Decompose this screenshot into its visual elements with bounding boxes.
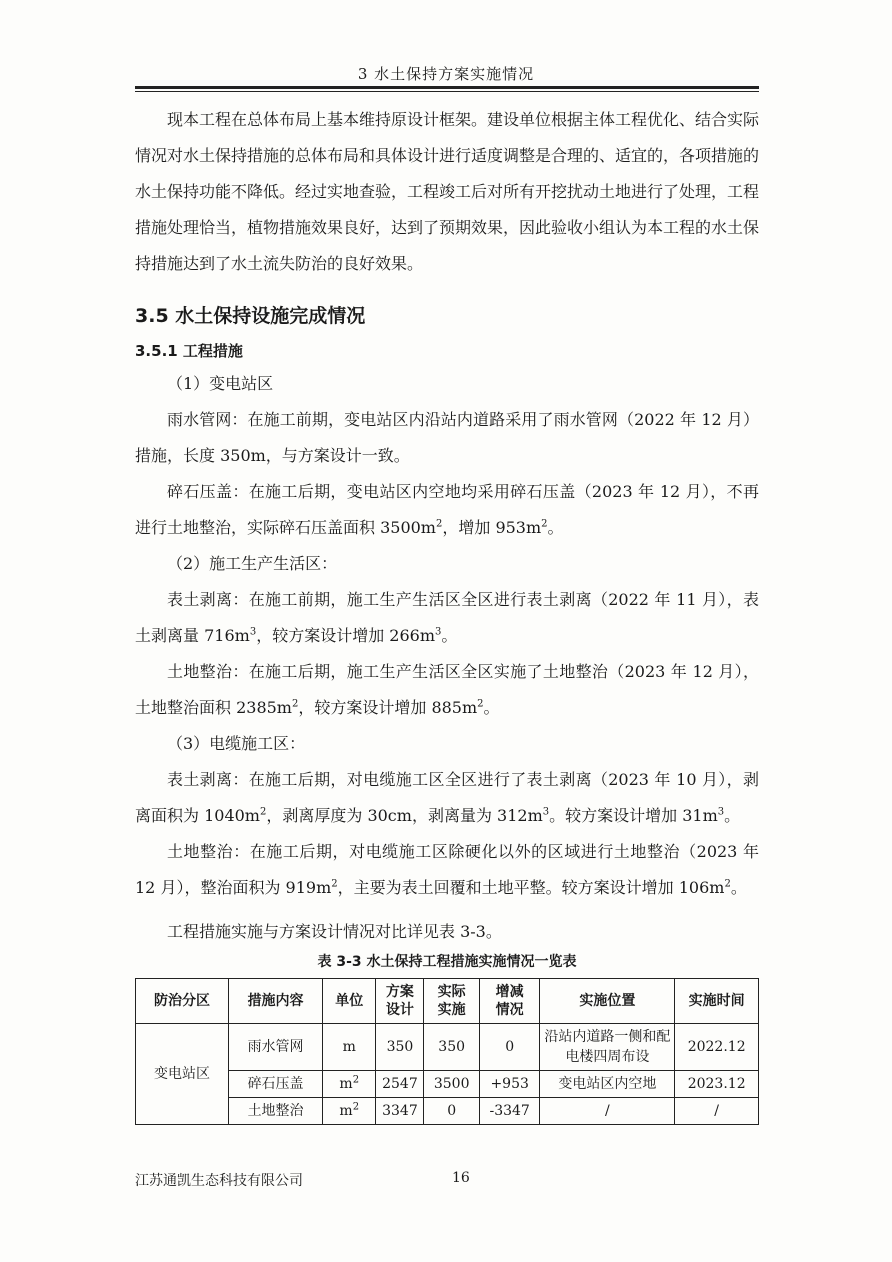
page-number: 16: [452, 1170, 470, 1186]
actual-cell: 0: [424, 1098, 479, 1125]
change-cell: 0: [479, 1024, 540, 1071]
measure-cell: 土地整治: [229, 1098, 323, 1125]
zone-title: （3）电缆施工区：: [167, 734, 306, 753]
zone-cell: 变电站区: [136, 1024, 229, 1125]
header-cell: 措施内容: [229, 979, 323, 1024]
table-row: [136, 1024, 759, 1071]
subsection-heading: 3.5.1 工程措施: [135, 342, 243, 360]
table-intro: 工程措施实施与方案设计情况对比详见表 3-3。: [167, 922, 502, 941]
header-cell: 防治分区: [136, 979, 229, 1024]
header-cell: 实施时间: [675, 979, 759, 1024]
unit-cell: $m^2$: [323, 1098, 376, 1125]
actual-cell: 3500: [424, 1071, 479, 1098]
measures-table: [135, 978, 759, 1125]
header-cell: 实际 实施: [424, 979, 479, 1024]
zone-title: （2）施工生产生活区：: [167, 554, 338, 573]
plan-cell: 3347: [376, 1098, 424, 1125]
actual-cell: 350: [424, 1024, 479, 1071]
unit-cell: m: [323, 1024, 376, 1071]
table-caption: 表 3-3 水土保持工程措施实施情况一览表: [317, 954, 577, 970]
measure-paragraph: 土地整治：在施工后期，施工生产生活区全区实施了土地整治（2023 年 12 月），土地整治面积 $2385m^2$，较方案设计增加 $885m^2$。: [135, 662, 759, 717]
measure-paragraph: 表土剥离：在施工前期，施工生产生活区全区进行表土剥离（2022 年 11 月），表土剥离量 $716m^3$，较方案设计增加 $266m^3$。: [135, 590, 759, 645]
measure-paragraph: 碎石压盖：在施工后期，变电站区内空地均采用碎石压盖（2023 年 12 月），不再进行土地整治，实际碎石压盖面积 $3500m^2$，增加 $953m^2$。: [135, 482, 759, 537]
measure-paragraph: 表土剥离：在施工后期，对电缆施工区全区进行了表土剥离（2023 年 10 月），剥离面积为 $1040m^2$，剥离厚度为 30cm，剥离量为 $312m^3$。较方案设计增加 $31m^3$。: [135, 770, 759, 825]
location-cell: 沿站内道路一侧和配电楼四周布设: [540, 1024, 675, 1071]
header-rule-thick: [135, 86, 759, 89]
plan-cell: 350: [376, 1024, 424, 1071]
header-cell: 单位: [323, 979, 376, 1024]
table-header-row: [136, 979, 759, 1024]
unit-cell: $m^2$: [323, 1071, 376, 1098]
page-header-title: 3 水土保持方案实施情况: [357, 65, 535, 83]
measure-cell: 雨水管网: [229, 1024, 323, 1071]
time-cell: 2023.12: [675, 1071, 759, 1098]
location-cell: /: [540, 1098, 675, 1125]
measure-cell: 碎石压盖: [229, 1071, 323, 1098]
header-cell: 增减 情况: [479, 979, 540, 1024]
table-row: [136, 1071, 759, 1098]
zone-title: （1）变电站区: [167, 374, 274, 393]
header-cell: 实施位置: [540, 979, 675, 1024]
footer-company: 江苏通凯生态科技有限公司: [135, 1173, 303, 1189]
location-cell: 变电站区内空地: [540, 1071, 675, 1098]
time-cell: 2022.12: [675, 1024, 759, 1071]
section-heading: 3.5 水土保持设施完成情况: [135, 305, 366, 327]
page-content: [135, 102, 759, 1125]
time-cell: /: [675, 1098, 759, 1125]
header-rule-thin: [135, 91, 759, 92]
measure-paragraph: 土地整治：在施工后期，对电缆施工区除硬化以外的区域进行土地整治（2023 年 12 月），整治面积为 $919m^2$，主要为表土回覆和土地平整。较方案设计增加 $106m^2$。: [135, 842, 759, 897]
measure-paragraph: 雨水管网：在施工前期，变电站区内沿站内道路采用了雨水管网（2022 年 12 月）措施，长度 350m，与方案设计一致。: [135, 410, 759, 465]
plan-cell: 2547: [376, 1071, 424, 1098]
change-cell: -3347: [479, 1098, 540, 1125]
table-row: [136, 1098, 759, 1125]
change-cell: +953: [479, 1071, 540, 1098]
intro-paragraph: 现本工程在总体布局上基本维持原设计框架。建设单位根据主体工程优化、结合实际情况对水土保持措施的总体布局和具体设计进行适度调整是合理的、适宜的，各项措施的水土保持功能不降低。经过实地查验，工程竣工后对所有开挖扰动土地进行了处理，工程措施处理恰当，植物措施效果良好，达到了预期效果，因此验收小组认为本工程的水土保持措施达到了水土流失防治的良好效果。: [135, 110, 760, 273]
header-cell: 方案 设计: [376, 979, 424, 1024]
